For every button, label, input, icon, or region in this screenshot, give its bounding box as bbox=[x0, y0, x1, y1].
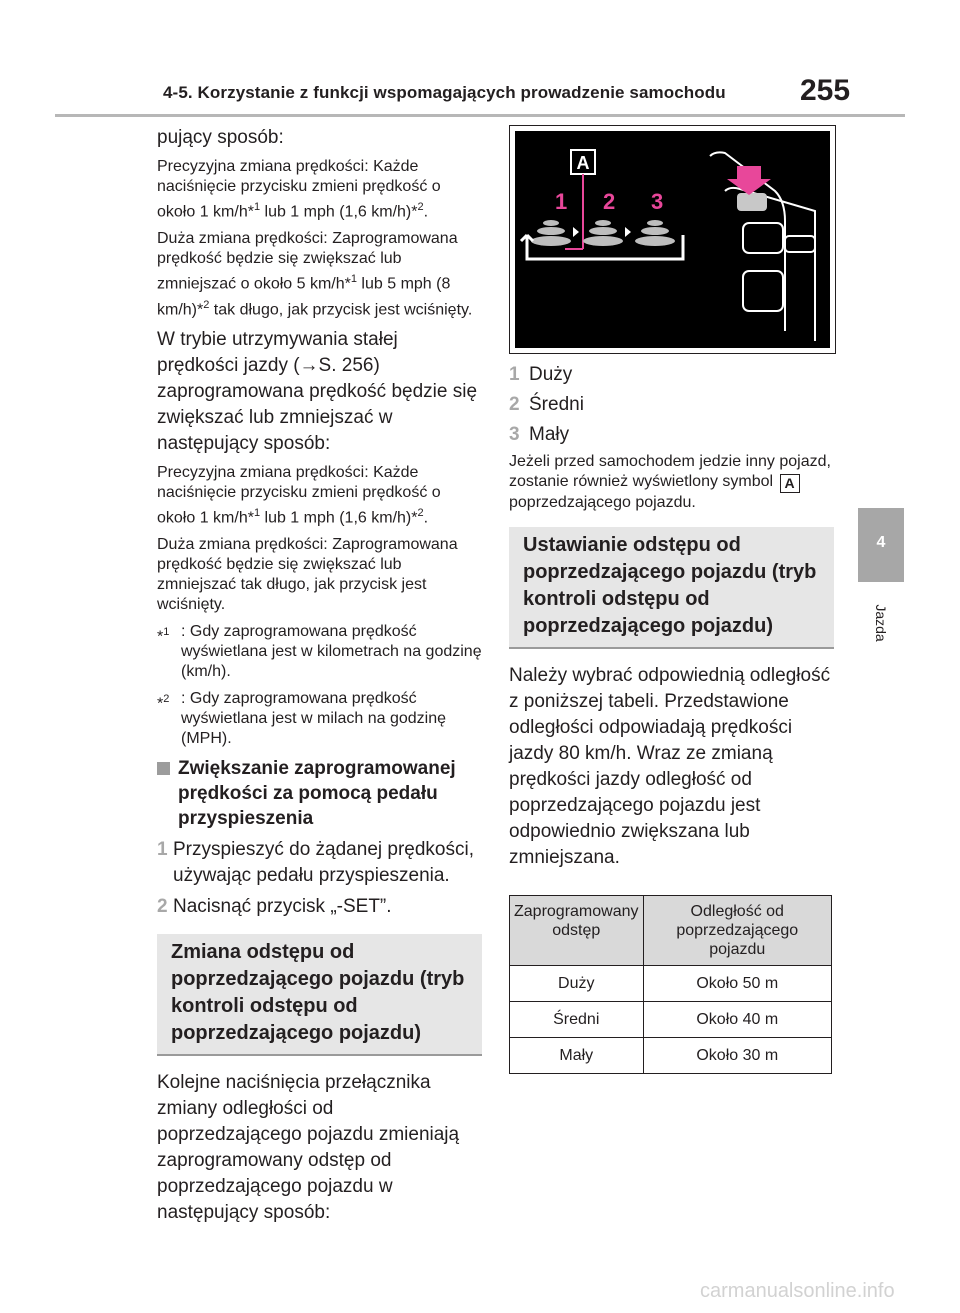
intro-tail: pujący sposób: bbox=[157, 127, 284, 148]
svg-text:2: 2 bbox=[603, 189, 616, 214]
header-rule bbox=[55, 114, 905, 117]
table-row bbox=[510, 966, 832, 1002]
square-bullet-icon bbox=[157, 762, 170, 775]
svg-text:A: A bbox=[576, 153, 590, 173]
legend-item-2: 2 Średni bbox=[509, 394, 584, 415]
step-1: 1 Przyspieszyć do żądanej prędkości, używając pedału przyspieszenia. bbox=[157, 839, 474, 887]
table-row bbox=[510, 1002, 832, 1038]
page-number: 255 bbox=[800, 74, 851, 107]
distance-switch-figure bbox=[509, 125, 836, 354]
section-text-set-distance: Należy wybrać odpowiednią odległość z poniższej tabeli. Przedstawione odległości odpowiadają prędkości jazdy 80 km/h. Wraz ze zmianą prędkości jazdy odległość od poprzedzającego pojazdu jest odpowiednio zwiększana lub zmniejszana. bbox=[509, 665, 831, 868]
chapter-label bbox=[868, 593, 894, 653]
vehicle-symbol-icon: A bbox=[780, 474, 800, 493]
left-column bbox=[157, 125, 482, 1232]
subheading: Zwiększanie zaprogramowanej prędkości za pomocą pedału przyspieszenia bbox=[157, 756, 482, 831]
fine-change-text: Precyzyjna zmiana prędkości: Każde naciśnięcie przycisku zmieni prędkość o około 1 km/h*$^1$ lub 1 mph (1,6 km/h)*$^2$. bbox=[157, 158, 441, 221]
table-cell: Średni bbox=[510, 1002, 644, 1038]
section-heading-change-distance: Zmiana odstępu od poprzedzającego pojazdu (tryb kontroli odstępu od poprzedzającego pojazdu) bbox=[157, 934, 482, 1056]
figure-illustration bbox=[515, 131, 830, 348]
table-cell: Około 50 m bbox=[643, 966, 832, 1002]
distance-button-icon bbox=[737, 193, 767, 211]
svg-text:1: 1 bbox=[555, 189, 568, 214]
svg-text:3: 3 bbox=[651, 189, 664, 214]
constant-speed-mode-text: W trybie utrzymywania stałej prędkości jazdy (→S. 256) zaprogramowana prędkość będzie się zwiększać lub zmniejszać w następujący sposób: bbox=[157, 328, 478, 454]
chapter-tab bbox=[858, 508, 904, 582]
distance-table bbox=[509, 895, 832, 1074]
chapter-label-text: Jazda bbox=[873, 604, 889, 642]
table-row bbox=[510, 1038, 832, 1074]
table-cell: Duży bbox=[510, 966, 644, 1002]
step-2: 2 Nacisnąć przycisk „-SET”. bbox=[157, 896, 392, 918]
chapter-number: 4 bbox=[876, 534, 886, 551]
footnote-2: *$^2$ : Gdy zaprogramowana prędkość wyświetlana jest w milach na godzinę (MPH). bbox=[157, 690, 447, 748]
table-header-cell: Zaprogramowany odstęp bbox=[510, 896, 644, 966]
section-heading-set-distance: Ustawianie odstępu od poprzedzającego pojazdu (tryb kontroli odstępu od poprzedzającego pojazdu) bbox=[509, 527, 834, 649]
section-text-change-distance: Kolejne naciśnięcia przełącznika zmiany odległości od poprzedzającego pojazdu zmieniają zaprogramowany odstęp od poprzedzającego pojazdu w następujący sposób: bbox=[157, 1072, 460, 1224]
table-cell: Mały bbox=[510, 1038, 644, 1074]
vehicle-ahead-note: Jeżeli przed samochodem jedzie inny pojazd, zostanie również wyświetlony symbol A poprzedzającego pojazdu. bbox=[509, 453, 831, 511]
footnote-1: *$^1$ : Gdy zaprogramowana prędkość wyświetlana jest w kilometrach na godzinę (km/h). bbox=[157, 623, 482, 681]
legend-item-3: 3 Mały bbox=[509, 424, 570, 445]
coarse-change-text: Duża zmiana prędkości: Zaprogramowana prędkość będzie się zwiększać lub zmniejszać o około 5 km/h*$^1$ lub 5 mph (8 km/h)*$^2$ tak długo, jak przycisk jest wciśnięty. bbox=[157, 230, 473, 318]
right-column bbox=[509, 125, 834, 1074]
coarse-change-text-2: Duża zmiana prędkości: Zaprogramowana prędkość będzie się zwiększać lub zmniejszać tak długo, jak przycisk jest wciśnięty. bbox=[157, 536, 458, 614]
table-header-cell: Odległość od poprzedzającego pojazdu bbox=[643, 896, 832, 966]
table-cell: Około 40 m bbox=[643, 1002, 832, 1038]
table-cell: Około 30 m bbox=[643, 1038, 832, 1074]
legend-item-1: 1 Duży bbox=[509, 364, 573, 385]
watermark: carmanualsonline.info bbox=[700, 1280, 895, 1302]
header-title: 4-5. Korzystanie z funkcji wspomagających prowadzenie samochodu bbox=[163, 83, 726, 102]
fine-change-text-2: Precyzyjna zmiana prędkości: Każde naciśnięcie przycisku zmieni prędkość o około 1 km/h*$^1$ lub 1 mph (1,6 km/h)*$^2$. bbox=[157, 463, 441, 527]
table-header-row bbox=[510, 896, 832, 966]
